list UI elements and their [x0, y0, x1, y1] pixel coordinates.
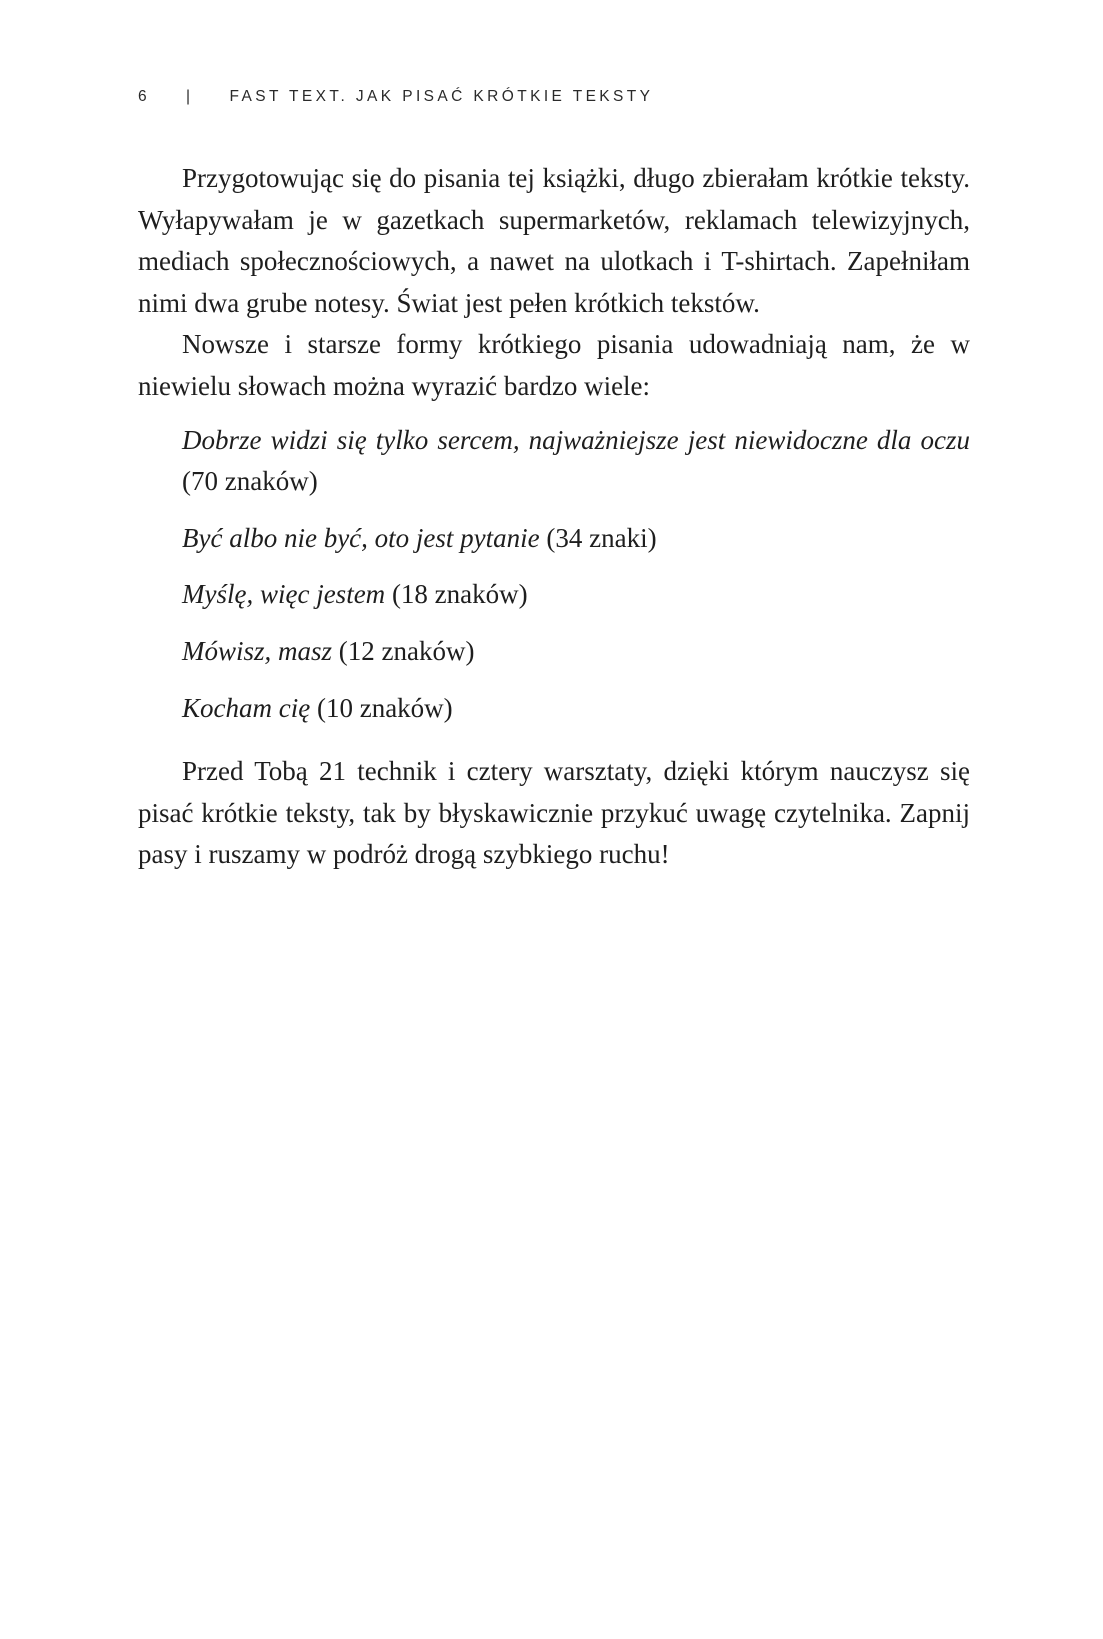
quote-char-count: (34 znaki)	[539, 522, 657, 553]
quote-char-count: (70 znaków)	[182, 466, 318, 497]
quote-item	[182, 688, 970, 730]
quote-text: Myślę, więc jestem	[182, 579, 386, 610]
quote-char-count: (10 znaków)	[310, 692, 453, 723]
header-separator: |	[186, 88, 194, 105]
book-title: FAST TEXT. JAK PISAĆ KRÓTKIE TEKSTY	[229, 88, 654, 105]
quote-item	[182, 631, 970, 673]
page-number: 6	[138, 88, 151, 105]
paragraph-closing: Przed Tobą 21 technik i cztery warsztaty, dzięki którym nauczysz się pisać krótkie teksty, tak by błyskawicznie przykuć uwagę czytelnika. Zapnij pasy i ruszamy w podróż drogą szybkiego ruchu!	[138, 756, 970, 870]
paragraph-forms: Nowsze i starsze formy krótkiego pisania udowadniają nam, że w niewielu słowach można wyrazić bardzo wiele:	[138, 329, 970, 401]
quote-list	[182, 420, 970, 730]
quote-item	[182, 574, 970, 616]
quote-item	[182, 518, 970, 560]
paragraph-intro: Przygotowując się do pisania tej książki, długo zbierałam krótkie teksty. Wyłapywałam je w gazetkach supermarketów, reklamach telewizyjnych, mediach społecznościowych, a nawet na ulotkach i T-shirtach. Zapełniłam nimi dwa grube notesy. Świat jest pełen krótkich tekstów.	[138, 163, 970, 318]
running-header	[138, 88, 653, 106]
quote-text: Mówisz, masz	[182, 635, 333, 666]
quote-text: Dobrze widzi się tylko sercem, najważniejsze jest niewidoczne dla oczu	[182, 424, 970, 455]
quote-text: Kocham cię	[182, 692, 311, 723]
quote-char-count: (12 znaków)	[332, 635, 475, 666]
quote-text: Być albo nie być, oto jest pytanie	[182, 522, 540, 553]
quote-char-count: (18 znaków)	[385, 579, 528, 610]
body-text	[138, 158, 970, 876]
quote-item	[182, 420, 970, 503]
